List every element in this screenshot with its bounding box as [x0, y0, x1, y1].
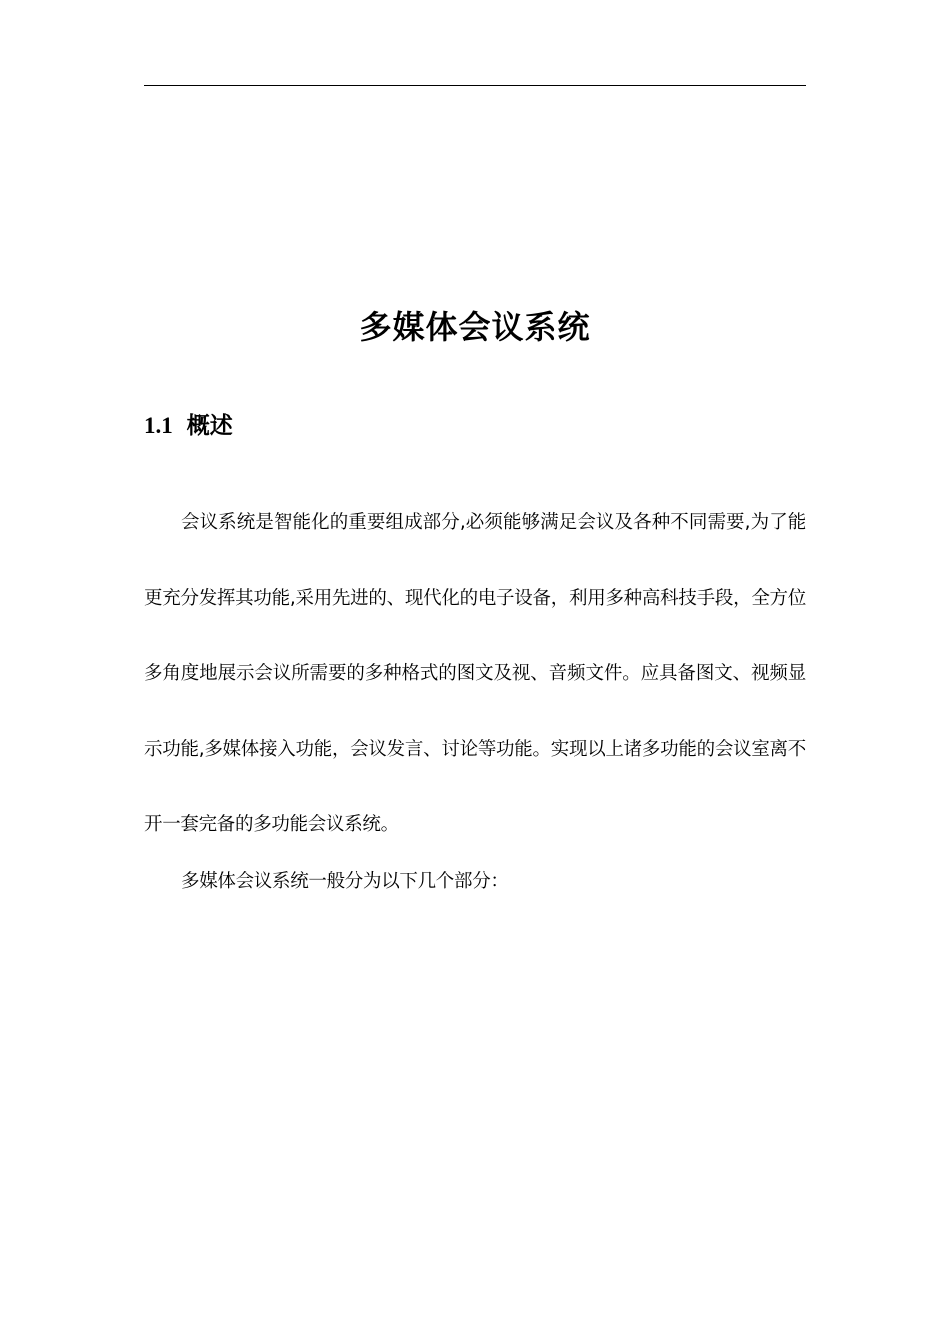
section-title: 概述 — [186, 413, 233, 439]
document-title: 多媒体会议系统 — [359, 308, 591, 346]
body-paragraph-overview: 会议系统是智能化的重要组成部分,必须能够满足会议及各种不同需要,为了能更充分发挥其功能,采用先进的、现代化的电子设备，利用多种高科技手段，全方位多角度地展示会议所需要的多种格式的图文及视、音频文件。应具备图文、视频显示功能,多媒体接入功能，会议发言、讨论等功能。实现以上诸多功能的会议室离不开一套完备的多功能会议系统。 — [144, 512, 806, 835]
section-heading — [144, 408, 233, 444]
body-paragraph-components-intro: 多媒体会议系统一般分为以下几个部分： — [181, 871, 509, 892]
section-number: 1.1 — [144, 413, 173, 438]
header-rule — [144, 85, 806, 86]
